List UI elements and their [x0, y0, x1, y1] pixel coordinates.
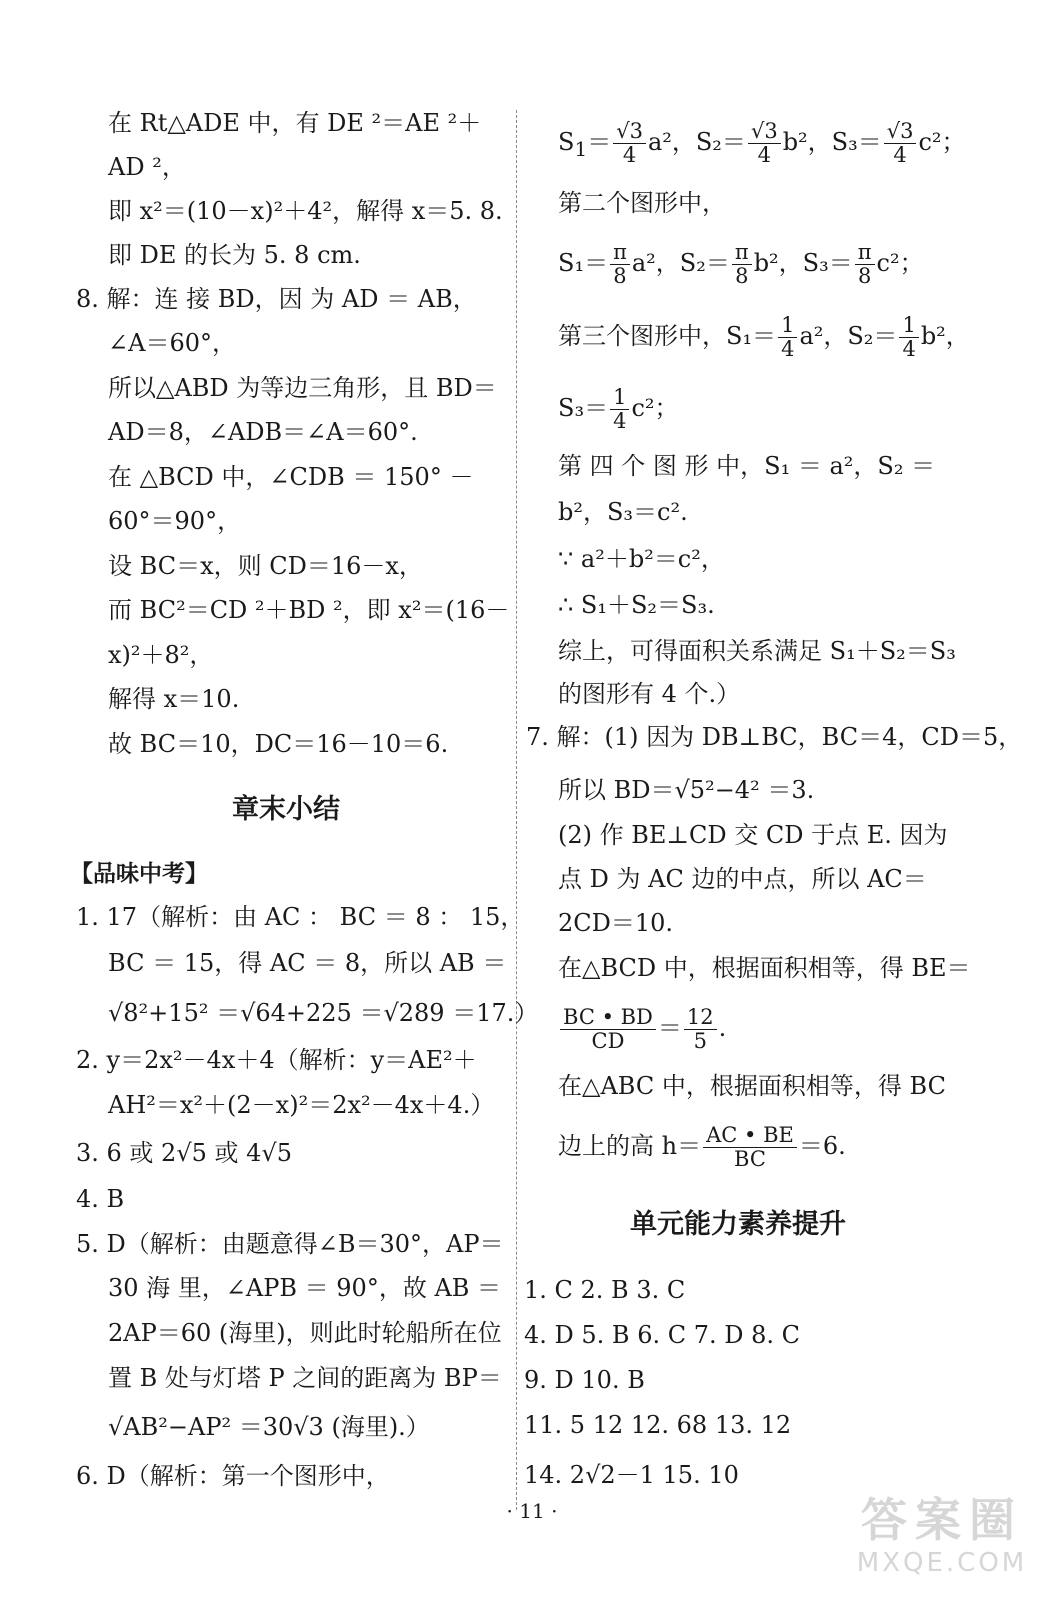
watermark-logo	[842, 1492, 1042, 1588]
text-line: 在△BCD 中，根据面积相等，得 BE＝	[558, 954, 971, 982]
answer-line: 1. 17（解析：由 AC ： BC ＝ 8 ： 15，	[76, 903, 525, 931]
text-line: 综上，可得面积关系满足 S₁＋S₂＝S₃	[558, 637, 956, 665]
text-line: ∵ a²＋b²＝c²，	[558, 545, 725, 573]
text-seg: S	[558, 128, 575, 156]
formula-line	[558, 1124, 846, 1171]
column-divider	[516, 110, 517, 1510]
numerator: 1	[610, 386, 629, 410]
numerator: √3	[613, 120, 646, 144]
fraction	[748, 120, 781, 167]
page-number: · 11 ·	[506, 1499, 558, 1523]
fraction	[855, 241, 875, 288]
text-line: 7. 解：(1) 因为 DB⊥BC，BC＝4，CD＝5，	[526, 723, 1023, 751]
text-seg: c²；	[918, 128, 966, 156]
denominator: 4	[757, 143, 771, 167]
denominator: 4	[613, 409, 627, 433]
answer-line: BC ＝ 15，得 AC ＝ 8，所以 AB ＝	[108, 949, 507, 977]
answer-line: 2AP＝60 (海里)，则此时轮船所在位	[108, 1319, 502, 1347]
answer-line: 4. B	[76, 1185, 125, 1213]
fraction	[610, 386, 629, 433]
text-seg: S₃＝	[558, 394, 609, 422]
fraction	[778, 314, 797, 361]
text-seg: ＝	[657, 1014, 682, 1042]
answer-line: √8²+15² ＝√64+225 ＝√289 ＝17.）	[108, 999, 539, 1027]
numerator: BC • BD	[560, 1006, 656, 1030]
denominator: 4	[622, 143, 637, 167]
denominator: 4	[781, 337, 795, 361]
watermark-url: MXQE.COM	[856, 1548, 1028, 1578]
text-line: 解得 x＝10.	[108, 685, 240, 713]
answer-line: 14. 2√2－1 15. 10	[524, 1461, 739, 1489]
fraction	[884, 120, 917, 167]
answer-line: 11. 5 12 12. 68 13. 12	[524, 1411, 792, 1439]
text-line: ∠A＝60°，	[108, 329, 236, 357]
denominator: CD	[591, 1029, 625, 1053]
text-line: AD＝8，∠ADB＝∠A＝60°.	[108, 418, 418, 446]
text-seg: 1	[574, 136, 588, 161]
answer-line: 1. C 2. B 3. C	[524, 1276, 686, 1304]
section-title-chapter-summary: 章末小结	[232, 794, 340, 825]
text-line: 的图形有 4 个.）	[558, 680, 741, 708]
denominator: 8	[613, 264, 627, 288]
numerator: 1	[778, 314, 797, 338]
denominator: 4	[893, 143, 907, 167]
text-seg: c²；	[631, 394, 679, 422]
text-line: ∴ S₁＋S₂＝S₃.	[558, 591, 715, 619]
numerator: π	[610, 241, 630, 265]
fraction	[560, 1006, 656, 1053]
text-line: 即 x²＝(10－x)²＋4²，解得 x＝5. 8.	[108, 197, 503, 225]
text-line: 即 DE 的长为 5. 8 cm.	[108, 241, 361, 269]
text-line: 设 BC＝x，则 CD＝16－x，	[108, 552, 423, 580]
text-line: 60°＝90°，	[108, 507, 242, 535]
text-line: 在△ABC 中，根据面积相等，得 BC	[558, 1072, 946, 1100]
text-line: AD ²，	[108, 153, 186, 181]
text-seg: 第三个图形中，S₁＝	[558, 322, 777, 350]
formula-line	[558, 1006, 726, 1053]
text-seg: 边上的高 h＝	[558, 1132, 702, 1160]
text-line: 2CD＝10.	[558, 909, 674, 937]
numerator: π	[855, 241, 875, 265]
denominator: 4	[902, 337, 916, 361]
formula-line	[558, 314, 970, 361]
numerator: √3	[748, 120, 781, 144]
answer-line: 6. D（解析：第一个图形中，	[76, 1462, 390, 1490]
fraction	[610, 241, 630, 288]
text-seg: ＝6.	[798, 1132, 846, 1160]
text-line: 点 D 为 AC 边的中点，所以 AC＝	[558, 865, 927, 893]
formula-line	[558, 386, 679, 433]
fraction	[732, 241, 752, 288]
answer-line: 5. D（解析：由题意得∠B＝30°，AP＝	[76, 1230, 504, 1258]
text-seg: c²；	[876, 249, 924, 277]
text-seg: .	[718, 1014, 727, 1042]
text-seg: S₁＝	[558, 249, 609, 277]
text-seg: a²，S₂＝	[631, 249, 730, 277]
text-line: (2) 作 BE⊥CD 交 CD 于点 E. 因为	[558, 821, 948, 849]
denominator: 8	[857, 264, 872, 288]
answer-line: AH²＝x²＋(2－x)²＝2x²－4x＋4.）	[108, 1091, 495, 1119]
answer-line: 30 海 里，∠APB ＝ 90°，故 AB ＝	[108, 1274, 502, 1302]
text-line: 8. 解：连 接 BD，因 为 AD ＝ AB，	[76, 285, 477, 313]
text-seg: b²，S₃＝	[753, 249, 853, 277]
text-seg: ＝	[587, 128, 612, 156]
numerator: 1	[899, 314, 918, 338]
numerator: 12	[684, 1006, 717, 1030]
answer-line: 9. D 10. B	[524, 1366, 645, 1394]
section-tag: 【品味中考】	[70, 861, 208, 887]
text-line: 在 △BCD 中，∠CDB ＝ 150° －	[108, 463, 474, 491]
text-line: 在 Rt△ADE 中，有 DE ²＝AE ²＋	[108, 109, 482, 137]
formula-line	[558, 120, 966, 167]
denominator: 5	[693, 1029, 707, 1053]
answer-line: 置 B 处与灯塔 P 之间的距离为 BP＝	[108, 1364, 502, 1392]
formula-line	[558, 241, 924, 288]
numerator: √3	[884, 120, 917, 144]
text-line: 所以△ABD 为等边三角形，且 BD＝	[108, 374, 497, 402]
text-line: x)²＋8²，	[108, 641, 214, 669]
text-seg: a²，S₂＝	[647, 128, 746, 156]
text-seg: b²，	[920, 322, 970, 350]
answer-line: 2. y＝2x²－4x＋4（解析：y＝AE²＋	[76, 1046, 477, 1074]
fraction	[899, 314, 918, 361]
answer-line: 4. D 5. B 6. C 7. D 8. C	[524, 1321, 800, 1349]
text-line: 第二个图形中，	[558, 189, 726, 217]
text-line: 而 BC²＝CD ²＋BD ²，即 x²＝(16－	[108, 596, 510, 624]
denominator: BC	[734, 1147, 766, 1171]
numerator: π	[732, 241, 752, 265]
fraction	[703, 1124, 797, 1171]
text-seg: a²，S₂＝	[799, 322, 898, 350]
fraction	[613, 120, 646, 167]
denominator: 8	[735, 264, 749, 288]
text-line: 故 BC＝10，DC＝16－10＝6.	[108, 730, 449, 758]
answer-line: 3. 6 或 2√5 或 4√5	[76, 1139, 292, 1167]
text-line: b²，S₃＝c².	[558, 498, 688, 526]
text-line: 第 四 个 图 形 中，S₁ ＝ a²，S₂ ＝	[558, 452, 936, 480]
text-seg: b²，S₃＝	[782, 128, 882, 156]
text-line: 所以 BD＝√5²−4² ＝3.	[558, 776, 815, 804]
numerator: AC • BE	[703, 1124, 797, 1148]
answer-line: √AB²−AP² ＝30√3 (海里).）	[108, 1413, 430, 1441]
section-title-unit-ability: 单元能力素养提升	[630, 1209, 846, 1240]
watermark-text: 答案圈	[861, 1493, 1023, 1547]
fraction	[684, 1006, 717, 1053]
